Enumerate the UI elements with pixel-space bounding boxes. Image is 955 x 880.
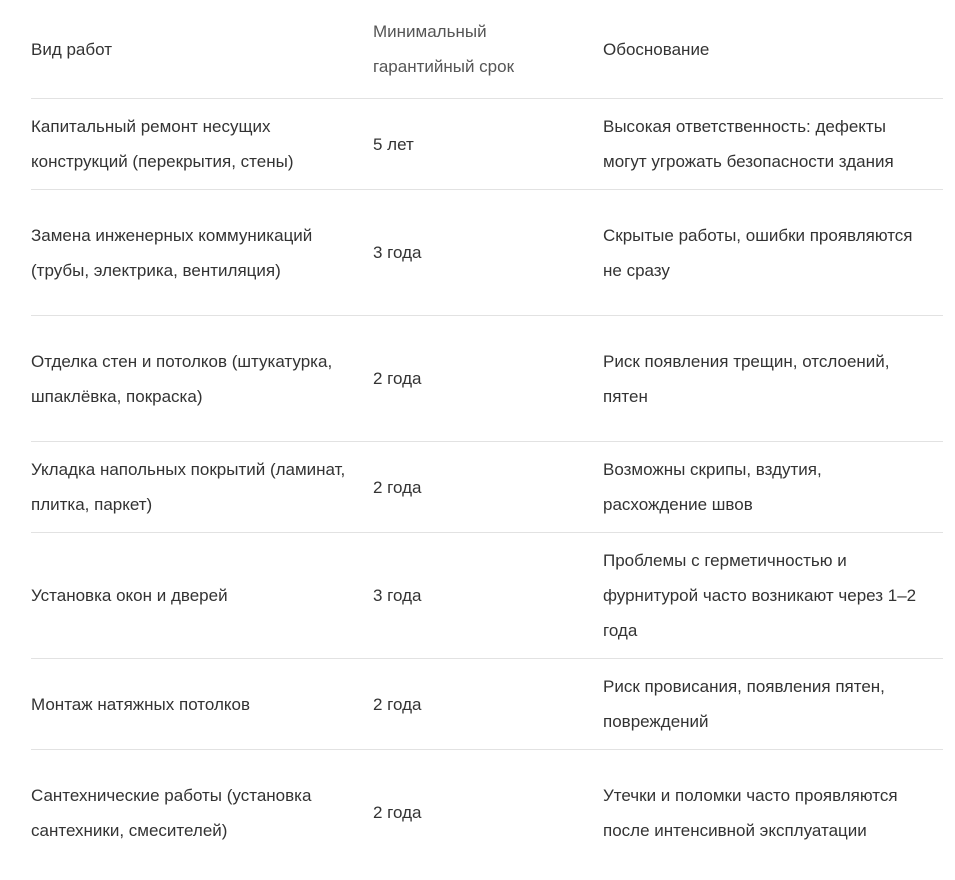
cell-reason <box>603 659 943 750</box>
work-type-text: Установка окон и дверей <box>31 586 228 605</box>
reason-text: Утечки и поломки часто проявляются после интенсивной эксплуатации <box>603 785 898 840</box>
cell-warranty-term: 2 года <box>373 316 603 442</box>
table-row <box>31 750 943 876</box>
cell-work-type <box>31 750 373 876</box>
cell-reason <box>603 190 943 316</box>
cell-warranty-term: 3 года <box>373 190 603 316</box>
header-warranty-term <box>373 0 603 99</box>
cell-reason <box>603 533 943 659</box>
reason-text: Скрытые работы, ошибки проявляются не сразу <box>603 225 913 280</box>
work-type-text: Капитальный ремонт несущих конструкций (перекрытия, стены) <box>31 117 294 171</box>
table-row <box>31 533 943 659</box>
table-row <box>31 442 943 533</box>
reason-text: Возможны скрипы, вздутия, расхождение швов <box>603 460 822 514</box>
header-reason: Обоснование <box>603 0 943 99</box>
table-row <box>31 99 943 190</box>
cell-work-type <box>31 442 373 533</box>
reason-text: Риск провисания, появления пятен, повреждений <box>603 677 885 731</box>
cell-reason <box>603 442 943 533</box>
cell-reason <box>603 316 943 442</box>
cell-warranty-term: 5 лет <box>373 99 603 190</box>
reason-text: Высокая ответственность: дефекты могут угрожать безопасности здания <box>603 117 894 171</box>
header-warranty-term-label: Минимальный гарантийный срок <box>373 22 515 76</box>
cell-reason <box>603 750 943 876</box>
cell-work-type <box>31 190 373 316</box>
cell-work-type <box>31 659 373 750</box>
work-type-text: Укладка напольных покрытий (ламинат, плитка, паркет) <box>31 460 346 514</box>
table-row <box>31 316 943 442</box>
work-type-text: Монтаж натяжных потолков <box>31 694 250 714</box>
cell-work-type <box>31 533 373 659</box>
table-row <box>31 190 943 316</box>
reason-text: Проблемы с герметичностью и фурнитурой часто возникают через 1–2 года <box>603 551 917 640</box>
cell-work-type <box>31 316 373 442</box>
work-type-text: Сантехнические работы (установка сантехники, смесителей) <box>31 785 312 840</box>
cell-warranty-term: 2 года <box>373 442 603 533</box>
table-header-row <box>31 0 943 99</box>
cell-warranty-term: 2 года <box>373 659 603 750</box>
table-row <box>31 659 943 750</box>
header-work-type: Вид работ <box>31 0 373 99</box>
cell-warranty-term: 3 года <box>373 533 603 659</box>
warranty-table-container <box>31 0 943 876</box>
cell-reason <box>603 99 943 190</box>
cell-work-type <box>31 99 373 190</box>
warranty-table <box>31 0 943 876</box>
cell-warranty-term: 2 года <box>373 803 422 823</box>
work-type-text: Замена инженерных коммуникаций (трубы, электрика, вентиляция) <box>31 225 313 280</box>
work-type-text: Отделка стен и потолков (штукатурка, шпаклёвка, покраска) <box>31 351 333 406</box>
reason-text: Риск появления трещин, отслоений, пятен <box>603 351 890 406</box>
